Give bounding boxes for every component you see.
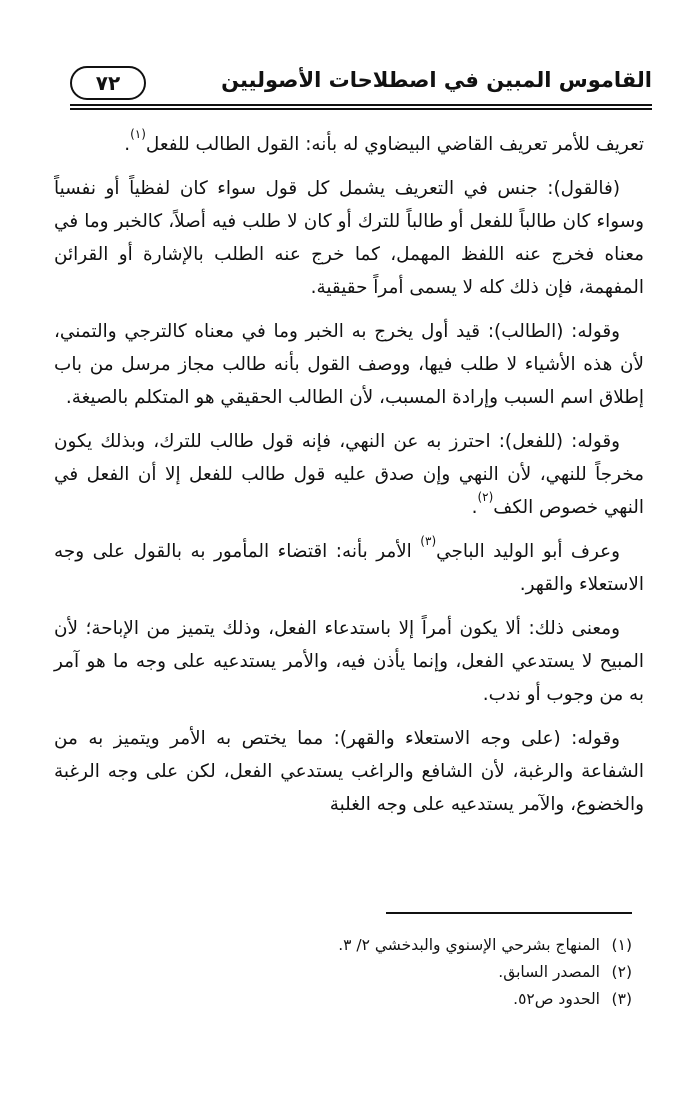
page-number: ٧٢: [70, 66, 146, 100]
footnote-separator: [386, 912, 632, 914]
footnote-3: [338, 986, 632, 1013]
body-text: [54, 128, 644, 832]
paragraph-4: وقوله: (للفعل): احترز به عن النهي، فإنه قول طالب للترك، وبذلك يكون مخرجاً للنهي، لأن النهي وإن صدق عليه قول طالب للفعل إلا أن الفعل في النهي خصوص الكف$^{(٢)}$.: [54, 431, 644, 518]
footnote-2: [338, 959, 632, 986]
footnote-text: الحدود ص٥٢.: [513, 990, 600, 1008]
paragraph-1: تعريف للأمر تعريف القاضي البيضاوي له بأنه: القول الطالب للفعل$^{(١)}$.: [124, 127, 644, 155]
paragraph-5: وعرف أبو الوليد الباجي$^{(٣)}$ الأمر بأنه: اقتضاء المأمور به بالقول على وجه الاستعلاء والقهر.: [54, 534, 644, 595]
footnote-ref-3: (٣): [420, 534, 437, 548]
footnote-1: [338, 932, 632, 959]
paragraph-3: وقوله: (الطالب): قيد أول يخرج به الخبر وما في معناه كالترجي والتمني، لأن هذه الأشياء لا طلب فيها، ووصف القول بأنه طالب مجاز مرسل من باب إطلاق اسم السبب وإرادة المسبب، لأن الطالب الحقيقي هو المتكلم بالصيغة.: [54, 321, 644, 408]
footnote-ref-2: (٢): [477, 490, 494, 504]
page-header: [70, 64, 652, 110]
paragraph-6: ومعنى ذلك: ألا يكون أمراً إلا باستدعاء الفعل، وذلك يتميز من الإباحة؛ لأن المبيح لا يستدعي الفعل، وإنما يأذن فيه، والأمر يستدعيه على وجه ما هو آمر به من وجوب أو ندب.: [54, 618, 644, 705]
running-title: القاموس المبين في اصطلاحات الأصوليين: [221, 68, 652, 92]
paragraph-2: (فالقول): جنس في التعريف يشمل كل قول سواء كان لفظياً أو نفسياً وسواء كان طالباً للفعل أو طالباً للترك أو كان لا طلب فيه أصلاً، كالخبر وما في معناه فخرج عنه اللفظ المهمل، كما خرج عنه الطلب بالإشارة أو القرائن المفهمة، فإن ذلك كله لا يسمى أمراً حقيقية.: [54, 178, 644, 298]
footnote-text: المصدر السابق.: [498, 963, 600, 981]
footnote-ref-1: (١): [130, 127, 146, 141]
footnote-number: (٢): [611, 963, 632, 981]
footnote-number: (٣): [611, 990, 632, 1008]
header-rule-top: [70, 104, 652, 106]
footnote-number: (١): [611, 936, 632, 954]
header-rule-bottom: [70, 108, 652, 110]
paragraph-7: وقوله: (على وجه الاستعلاء والقهر): مما يختص به الأمر ويتميز به من الشفاعة والرغبة، لأن الشافع والراغب يستدعي الفعل، لكن على وجه الرغبة والخضوع، والآمر يستدعيه على وجه الغلبة: [54, 728, 644, 815]
footnote-text: المنهاج بشرحي الإسنوي والبدخشي ٢/ ٣.: [338, 936, 600, 954]
footnotes: [338, 932, 632, 1013]
